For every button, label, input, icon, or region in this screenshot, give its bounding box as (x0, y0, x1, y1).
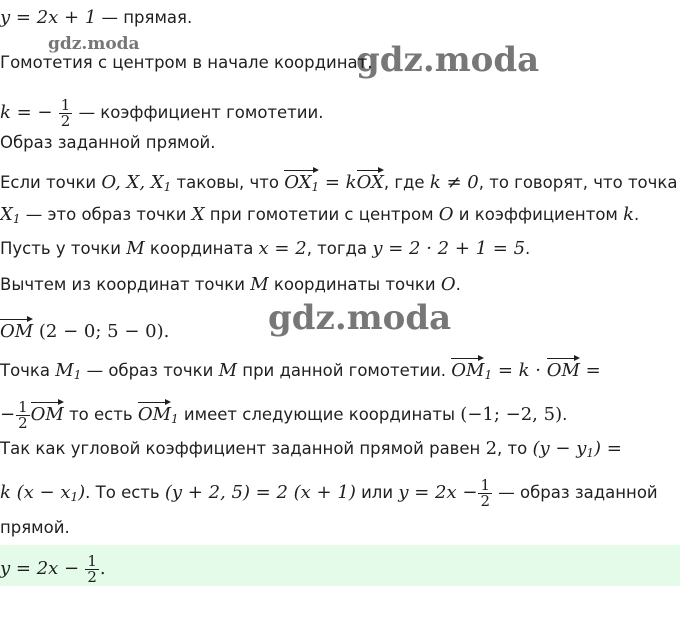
vector-om1: OM (451, 357, 484, 382)
frac-den: 2 (60, 112, 71, 130)
line-8 (0, 274, 461, 296)
math-X: X (191, 204, 205, 225)
math-eqk: = k · (492, 360, 547, 381)
math-x2: x = 2 (258, 238, 307, 259)
watermark-large-2: gdz.moda (268, 298, 452, 338)
line-8-c: . (455, 275, 461, 294)
math-minus: − (0, 404, 16, 425)
line-12: Так как угловой коэффициент заданной прямой равен 2, то $(y - y_1)$ = (0, 438, 622, 460)
fraction-one-half-3: $\frac{1}{2}$ (480, 476, 490, 510)
line-7 (0, 238, 530, 260)
line-2 (0, 52, 373, 74)
line-1 (0, 7, 192, 29)
line-10-b: — образ точки (81, 361, 219, 380)
line-11-b: имеет следующие координаты (178, 405, 461, 424)
line-5-b: таковы, что (171, 173, 285, 192)
math-yeq: (y + 2, 5) = 2 (x + 1) (164, 482, 356, 503)
math-ans-inline: y = 2x − (398, 482, 478, 503)
line-5-c: , где (383, 173, 430, 192)
math-x1-sub: 1 (12, 212, 21, 226)
math-M1-sub: 1 (73, 368, 82, 382)
answer-line: y = 2x − $\frac{1}{2}$ . (0, 552, 106, 586)
math-kne0: k ≠ 0 (429, 172, 479, 193)
line-7-b: координата (144, 239, 259, 258)
line-6-d: . (634, 205, 640, 224)
math-kx: k (x − x (0, 482, 71, 503)
watermark-large: gdz.moda (356, 40, 540, 80)
math-om1-sub: 1 (484, 368, 493, 382)
line-13: k $(x - x_1)$. То есть (y + 2, 5) = 2 (x + 1) или y = 2x − $\frac{1}{2}$ — образ заданной (0, 476, 658, 510)
math-yy1-end: ) = (594, 438, 622, 459)
line-1-text: — прямая. (96, 8, 193, 27)
line-7-c: , тогда (306, 239, 373, 258)
frac-num: 1 (60, 96, 71, 114)
line-11-a: то есть (63, 405, 138, 424)
math-k: k = − (0, 102, 53, 123)
line-13-c: — образ заданной (492, 483, 658, 502)
line-5-d: , то говорят, что точка (478, 173, 678, 192)
watermark-small: gdz.moda (48, 34, 140, 54)
line-14 (0, 517, 70, 539)
math-M: M (126, 238, 145, 259)
line-5-a: Если точки (0, 173, 102, 192)
math-ycalc: y = 2 · 2 + 1 = 5 (372, 238, 526, 259)
math-O: O (438, 204, 454, 225)
math-O-2: O (440, 274, 456, 295)
answer-box (0, 545, 680, 586)
math-coords: (2 − 0; 5 − 0). (33, 321, 170, 342)
vector-om1-2: OM (138, 401, 171, 426)
math-coords-m1: (−1; −2, 5) (460, 404, 563, 425)
math-eq1: y = 2x + 1 (0, 7, 97, 28)
math-om1-sub-2: 1 (171, 412, 179, 426)
line-6-a: — это образ точки (20, 205, 192, 224)
line-9 (0, 318, 169, 343)
line-4-text: Образ заданной прямой. (0, 133, 216, 152)
math-eq: = k (319, 172, 357, 193)
line-11: − $\frac{1}{2}$ OM то есть $OM_1$ имеет следующие координаты (−1; −2, 5). (0, 398, 568, 432)
line-6 (0, 204, 639, 230)
line-10-c: при данной гомотетии. (237, 361, 452, 380)
line-3-text: — коэффициент гомотетии. (78, 103, 324, 122)
line-5 (0, 169, 677, 198)
math-k-letter: k (623, 204, 635, 225)
math-M1: M (55, 360, 74, 381)
line-10 (0, 357, 601, 386)
line-6-b: при гомотетии с центром (204, 205, 439, 224)
line-7-d: . (525, 239, 531, 258)
vector-om-2: OM (547, 357, 580, 382)
line-8-b: координаты точки (268, 275, 441, 294)
line-14-text: прямой. (0, 518, 70, 537)
math-two: 2 (485, 438, 498, 459)
vector-om-3: OM (31, 401, 64, 426)
fraction-one-half-2: $\frac{1}{2}$ (18, 398, 28, 432)
line-13-a: . То есть (85, 483, 165, 502)
line-12-b: , то (497, 439, 533, 458)
math-sub: 1 (163, 180, 172, 194)
line-7-a: Пусть у точки (0, 239, 127, 258)
line-3 (0, 98, 323, 129)
line-4 (0, 132, 216, 154)
math-x1: X (0, 204, 13, 225)
line-12-a: Так как угловой коэффициент заданной прямой равен (0, 439, 486, 458)
math-answer: y = 2x − (0, 558, 80, 579)
math-yy1: (y − y (532, 438, 587, 459)
line-10-a: Точка (0, 361, 56, 380)
vector-ox: OX (357, 169, 384, 194)
line-2-text: Гомотетия с центром в начале координат. (0, 53, 373, 72)
vector-om: OM (0, 318, 33, 343)
line-13-b: или (355, 483, 399, 502)
math-eqend: = (579, 360, 601, 381)
fraction-answer: $\frac{1}{2}$ (87, 552, 97, 586)
line-6-c: и коэффициентом (453, 205, 624, 224)
math-M-2: M (250, 274, 269, 295)
line-8-a: Вычтем из координат точки (0, 275, 251, 294)
math-kx-end: ) (78, 482, 86, 503)
vector-ox1: $OX_1$ (284, 169, 319, 198)
fraction-one-half (59, 98, 73, 129)
math-points: O, X, X (101, 172, 164, 193)
math-M-3: M (218, 360, 238, 381)
